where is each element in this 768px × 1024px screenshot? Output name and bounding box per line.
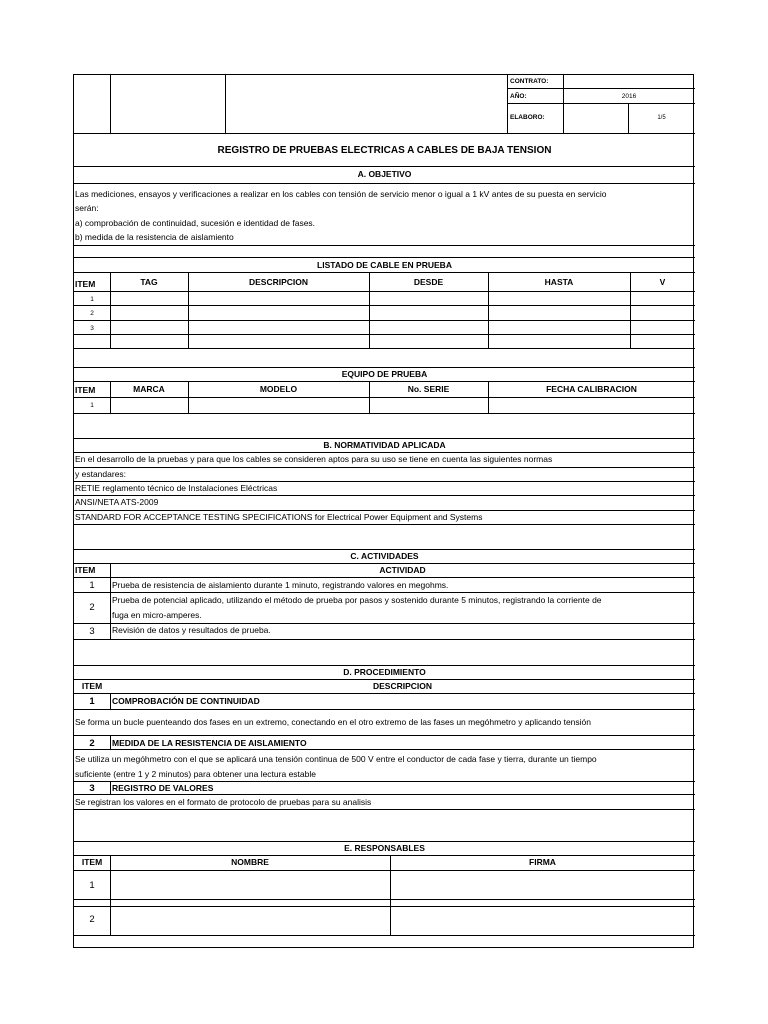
actividad-text: Prueba de resistencia de aislamiento durante 1 minuto, registrando valores en megohms. <box>112 580 449 590</box>
procedimiento-num: 2 <box>89 738 95 749</box>
equipo-col-item: ITEM <box>75 385 96 395</box>
objetivo-line: b) medida de la resistencia de aislamiento <box>75 232 234 242</box>
procedimiento-text: suficiente (entre 1 y 2 minutos) para obtener una lectura estable <box>75 769 316 779</box>
responsables-col-nombre: NOMBRE <box>231 857 269 867</box>
normatividad-line: STANDARD FOR ACCEPTANCE TESTING SPECIFICATIONS for Electrical Power Equipment and Systems <box>75 512 483 522</box>
ano-value: 2016 <box>621 93 637 100</box>
responsable-num: 1 <box>89 880 95 891</box>
cables-row-item: 3 <box>90 325 94 332</box>
cables-col-desde: DESDE <box>413 277 444 287</box>
actividad-text: fuga en micro-amperes. <box>112 610 202 620</box>
cables-row-item: 1 <box>90 296 94 303</box>
normatividad-heading: B. NORMATIVIDAD APLICADA <box>323 440 446 450</box>
cables-col-item: ITEM <box>75 279 96 289</box>
procedimiento-title: REGISTRO DE VALORES <box>112 783 214 793</box>
equipo-col-marca: MARCA <box>133 384 165 394</box>
ano-label: AÑO: <box>510 93 527 100</box>
actividad-num: 3 <box>89 626 95 637</box>
form-title: REGISTRO DE PRUEBAS ELECTRICAS A CABLES DE BAJA TENSION <box>217 145 552 156</box>
equipo-col-fecha: FECHA CALIBRACION <box>546 384 637 394</box>
objetivo-line: a) comprobación de continuidad, sucesión e identidad de fases. <box>75 218 316 228</box>
responsable-num: 2 <box>89 914 95 925</box>
actividad-num: 2 <box>89 602 95 613</box>
procedimiento-num: 3 <box>89 783 95 794</box>
actividad-text: Revisión de datos y resultados de prueba. <box>112 625 271 635</box>
normatividad-line: En el desarrollo de la pruebas y para que los cables se consideren aptos para su uso se tiene en cuenta las siguientes normas <box>75 454 553 464</box>
normatividad-line: ANSI/NETA ATS-2009 <box>75 497 159 507</box>
objetivo-line: serán: <box>75 203 99 213</box>
contrato-label: CONTRATO: <box>510 78 549 85</box>
normatividad-line: y estandares: <box>75 469 127 479</box>
cables-col-v: V <box>659 277 666 287</box>
equipo-heading: EQUIPO DE PRUEBA <box>341 369 428 379</box>
procedimiento-title: COMPROBACIÓN DE CONTINUIDAD <box>112 696 260 706</box>
procedimiento-text: Se registran los valores en el formato de protocolo de pruebas para su analisis <box>75 797 372 807</box>
normatividad-line: RETIE reglamento técnico de Instalaciones Eléctricas <box>75 483 278 493</box>
elaboro-label: ELABORO: <box>510 114 545 121</box>
procedimiento-num: 1 <box>89 696 95 707</box>
equipo-col-serie: No. SERIE <box>407 384 450 394</box>
page-number: 1/5 <box>657 115 666 121</box>
procedimiento-text: Se utiliza un megóhmetro con el que se aplicará una tensión continua de 500 V entre el conductor de cada fase y tierra, durante un tiempo <box>75 754 597 764</box>
cables-row-item: 2 <box>90 310 94 317</box>
equipo-col-modelo: MODELO <box>259 384 298 394</box>
actividades-heading: C. ACTIVIDADES <box>350 551 419 561</box>
equipo-row-item: 1 <box>90 402 94 409</box>
procedimiento-text: Se forma un bucle puenteando dos fases en un extremo, conectando en el otro extremo de las fases un megóhmetro y aplicando tensión <box>75 717 591 727</box>
procedimiento-col-descripcion: DESCRIPCION <box>372 681 433 691</box>
objetivo-heading: A. OBJETIVO <box>357 169 412 179</box>
actividad-num: 1 <box>89 580 95 591</box>
responsables-col-item: ITEM <box>81 857 103 867</box>
responsables-heading: E. RESPONSABLES <box>344 843 425 853</box>
cables-col-hasta: HASTA <box>544 277 574 287</box>
actividades-col-actividad: ACTIVIDAD <box>379 565 426 575</box>
objetivo-line: Las mediciones, ensayos y verificaciones a realizar en los cables con tensión de servicio menor o igual a 1 kV antes de su puesta en servicio <box>75 189 607 199</box>
actividad-text: Prueba de potencial aplicado, utilizando el método de prueba por pasos y sostenido durante 5 minutos, registrando la corriente de <box>112 595 602 605</box>
responsables-col-firma: FIRMA <box>529 857 556 867</box>
form-sheet <box>73 74 694 948</box>
procedimiento-col-item: ITEM <box>81 681 103 691</box>
cables-col-tag: TAG <box>140 277 158 287</box>
procedimiento-title: MEDIDA DE LA RESISTENCIA DE AISLAMIENTO <box>112 738 307 748</box>
actividades-col-item: ITEM <box>75 565 96 575</box>
procedimiento-heading: D. PROCEDIMIENTO <box>343 667 426 677</box>
cables-heading: LISTADO DE CABLE EN PRUEBA <box>317 260 452 270</box>
cables-col-descripcion: DESCRIPCION <box>248 277 309 287</box>
